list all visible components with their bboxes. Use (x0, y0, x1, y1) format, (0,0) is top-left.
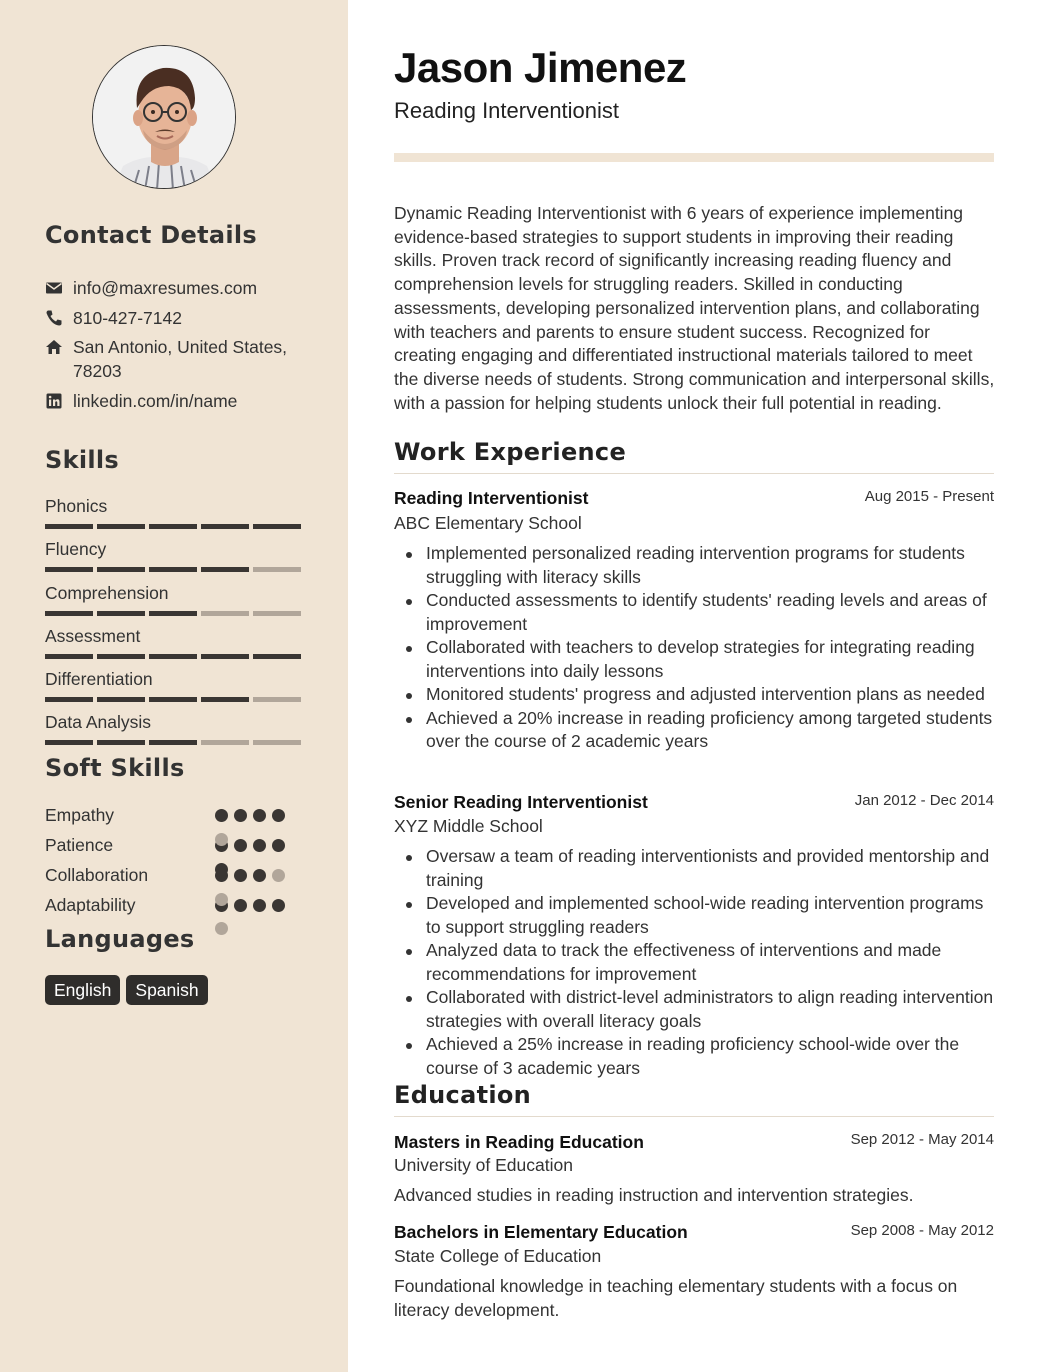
languages-heading: Languages (45, 925, 195, 953)
profile-summary: Dynamic Reading Interventionist with 6 years of experience implementing evidence-based strategies to support students in improving their reading skills. Proven track record of significantly increasing reading fluency and comprehension levels for struggling readers. Skilled in conducting assessments, developing personalized intervention plans, and collaborating with teachers and parents to ensure student success. Recognized for creating engaging and differentiated instructional materials tailored to meet the diverse needs of students. Strong communication and interpersonal skills, with a passion for helping students unlock their full potential in reading. (394, 203, 995, 413)
skill-level-segment (97, 567, 145, 572)
address-text: San Antonio, United States, 78203 (73, 337, 288, 381)
skill-level-segment (45, 740, 93, 745)
skill-name: Differentiation (45, 669, 153, 689)
skill-level-segment (45, 524, 93, 529)
degree-title: Masters in Reading Education (394, 1132, 644, 1152)
linkedin-icon (45, 392, 63, 410)
dot-artifact (215, 922, 228, 935)
soft-skill-dot (253, 869, 266, 882)
skill-level-segment (253, 524, 301, 529)
soft-skill-item (45, 863, 305, 887)
job-dates: Aug 2015 - Present (864, 488, 994, 505)
soft-skill-dot (215, 809, 228, 822)
job-title: Reading Interventionist (394, 488, 589, 508)
soft-skill-dot (234, 809, 247, 822)
contact-phone[interactable] (45, 306, 308, 330)
degree-title: Bachelors in Elementary Education (394, 1222, 688, 1242)
skill-level-bar (45, 654, 301, 659)
skill-level-segment (97, 740, 145, 745)
profile-photo (92, 45, 236, 189)
header-divider (394, 153, 994, 162)
soft-skill-item (45, 893, 305, 917)
soft-skill-name: Collaboration (45, 865, 149, 885)
list-item: Implemented personalized reading intervention programs for students struggling with literacy skills (394, 542, 994, 589)
list-item: Developed and implemented school-wide reading intervention programs to support struggling readers (394, 892, 994, 939)
soft-skill-dot (272, 899, 285, 912)
degree-dates: Sep 2008 - May 2012 (850, 1222, 994, 1239)
job-bullets (394, 845, 994, 1080)
soft-skill-dot (253, 899, 266, 912)
soft-skill-dots (215, 809, 285, 822)
skill-level-segment (201, 567, 249, 572)
contact-address (45, 335, 308, 383)
skill-name: Fluency (45, 539, 107, 559)
skill-level-segment (201, 740, 249, 745)
envelope-icon (45, 279, 63, 297)
skill-level-segment (97, 611, 145, 616)
education-heading: Education (394, 1081, 532, 1109)
section-divider (394, 1116, 994, 1117)
sidebar (0, 0, 348, 1372)
dot-artifact (215, 893, 228, 906)
soft-skill-item (45, 833, 305, 857)
skill-level-segment (253, 740, 301, 745)
skill-item (45, 581, 301, 616)
job-bullets (394, 542, 994, 754)
phone-icon (45, 309, 63, 327)
soft-skill-dot (272, 869, 285, 882)
skill-level-segment (149, 697, 197, 702)
school-name: State College of Education (394, 1246, 602, 1266)
skill-level-segment (45, 654, 93, 659)
skill-level-segment (149, 524, 197, 529)
school-name: University of Education (394, 1155, 573, 1175)
skill-level-segment (97, 524, 145, 529)
job-org: ABC Elementary School (394, 513, 582, 533)
skill-level-segment (149, 611, 197, 616)
skill-level-bar (45, 567, 301, 572)
degree-description: Foundational knowledge in teaching elementary students with a focus on literacy development. (394, 1276, 958, 1320)
phone-text: 810-427-7142 (73, 308, 182, 328)
soft-skill-name: Adaptability (45, 895, 136, 915)
skill-level-bar (45, 524, 301, 529)
degree-dates: Sep 2012 - May 2014 (850, 1131, 994, 1148)
skill-level-segment (253, 567, 301, 572)
skill-level-bar (45, 740, 301, 745)
skill-level-segment (97, 654, 145, 659)
job-org: XYZ Middle School (394, 816, 543, 836)
skill-level-segment (201, 697, 249, 702)
avatar (93, 46, 236, 189)
skill-item (45, 537, 301, 572)
skill-name: Comprehension (45, 583, 169, 603)
soft-skill-dot (272, 839, 285, 852)
contact-email[interactable] (45, 276, 308, 300)
soft-skill-item (45, 803, 305, 827)
skill-level-segment (201, 654, 249, 659)
list-item: Achieved a 25% increase in reading proficiency school-wide over the course of 3 academic years (394, 1033, 994, 1080)
section-divider (394, 473, 994, 474)
skill-level-bar (45, 697, 301, 702)
linkedin-text: linkedin.com/in/name (73, 391, 238, 411)
skill-level-segment (201, 611, 249, 616)
skill-item (45, 624, 301, 659)
soft-skill-dot (234, 899, 247, 912)
skill-level-segment (45, 697, 93, 702)
skill-item (45, 667, 301, 702)
degree-description: Advanced studies in reading instruction and intervention strategies. (394, 1185, 914, 1205)
skill-level-segment (253, 697, 301, 702)
list-item: Collaborated with district-level administrators to align reading intervention strategies with overall literacy goals (394, 986, 994, 1033)
soft-skills-heading: Soft Skills (45, 754, 185, 782)
job-title: Senior Reading Interventionist (394, 792, 648, 812)
contact-linkedin[interactable] (45, 389, 308, 413)
skill-level-segment (253, 654, 301, 659)
skill-item (45, 710, 301, 745)
skill-level-segment (149, 740, 197, 745)
skill-level-segment (45, 567, 93, 572)
soft-skill-dot (253, 839, 266, 852)
dot-artifact (215, 833, 228, 846)
soft-skill-dot (253, 809, 266, 822)
skill-level-segment (97, 697, 145, 702)
language-badge: English (45, 975, 120, 1005)
skill-level-segment (149, 654, 197, 659)
skill-level-segment (253, 611, 301, 616)
home-icon (45, 338, 63, 356)
candidate-title: Reading Interventionist (394, 98, 620, 123)
soft-skill-dot (234, 869, 247, 882)
skills-heading: Skills (45, 446, 120, 474)
soft-skill-name: Patience (45, 835, 114, 855)
list-item: Achieved a 20% increase in reading proficiency among targeted students over the course of 2 academic years (394, 707, 994, 754)
soft-skill-name: Empathy (45, 805, 115, 825)
work-heading: Work Experience (394, 438, 627, 466)
skill-name: Phonics (45, 496, 108, 516)
skill-level-segment (201, 524, 249, 529)
list-item: Monitored students' progress and adjusted intervention plans as needed (394, 683, 994, 707)
list-item: Conducted assessments to identify students' reading levels and areas of improvement (394, 589, 994, 636)
list-item: Collaborated with teachers to develop strategies for integrating reading interventions into daily lessons (394, 636, 994, 683)
job-dates: Jan 2012 - Dec 2014 (854, 792, 994, 809)
skill-level-segment (149, 567, 197, 572)
soft-skill-dot (234, 839, 247, 852)
contact-heading: Contact Details (45, 221, 258, 249)
skill-name: Data Analysis (45, 712, 152, 732)
skill-level-bar (45, 611, 301, 616)
dot-artifact (215, 863, 228, 876)
soft-skill-dot (272, 809, 285, 822)
list-item: Oversaw a team of reading interventionists and provided mentorship and training (394, 845, 994, 892)
email-text: info@maxresumes.com (73, 278, 258, 298)
list-item: Analyzed data to track the effectiveness of interventions and made recommendations for improvement (394, 939, 994, 986)
language-badge: Spanish (126, 975, 207, 1005)
languages-list (45, 975, 208, 1005)
skill-item (45, 494, 301, 529)
skill-name: Assessment (45, 626, 141, 646)
candidate-name: Jason Jimenez (394, 44, 687, 91)
skill-level-segment (45, 611, 93, 616)
